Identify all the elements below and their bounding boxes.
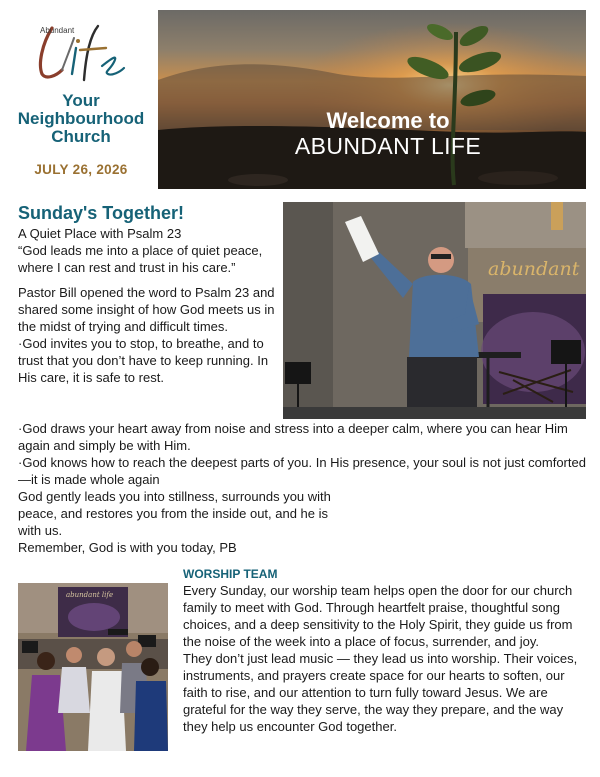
worship-heading: WORSHIP TEAM <box>183 567 278 581</box>
sermon-point-2: ·God draws your heart away from noise and stress into a deeper calm, where you can hear Him again and simply be with Him. <box>18 421 568 453</box>
logo-small-word: Abundant <box>40 26 75 35</box>
tagline-line-1: Your <box>62 91 100 110</box>
tagline-line-3: Church <box>51 127 111 146</box>
welcome-banner <box>158 10 586 189</box>
pastor-preaching-photo <box>283 202 586 419</box>
sermon-point-1: ·God invites you to stop, to breathe, and to trust that you don’t have to keep running. In His care, it is safe to rest. <box>18 336 269 385</box>
church-tagline <box>10 92 152 146</box>
worship-paragraph-1: Every Sunday, our worship team helps open the door for our church family to meet with God. Through heartfelt praise, thoughtful song choices, and a deep sensitivity to the Holy Spirit, they guide us from the noise of the week into a place of focus, surrender, and joy. <box>183 583 573 649</box>
tagline-line-2: Neighbourhood <box>17 109 145 128</box>
pastor-signoff: Remember, God is with you today, PB <box>18 540 237 555</box>
sunday-closing <box>18 488 338 556</box>
sermon-point-3: ·God knows how to reach the deepest parts of you. In His presence, your soul is not just comforted—it is made whole again <box>18 455 586 487</box>
sunday-message-column <box>18 225 280 386</box>
sunrise-seedling-image <box>158 10 586 189</box>
worship-photo-art <box>18 583 168 751</box>
sermon-subtitle: A Quiet Place with Psalm 23 <box>18 226 182 241</box>
church-logo <box>10 10 152 180</box>
sunday-message-wide <box>18 420 588 488</box>
worship-paragraph-2: They don’t just lead music — they lead us into worship. Their voices, instruments, and prayers create space for our hearts to soften, our faith to rise, and our attention to turn fully toward Jesus. We are grateful for the way they serve, the way they prepare, and the way they help us encounter God together. <box>183 651 578 734</box>
hero-welcome-text: Welcome to <box>326 108 450 133</box>
worship-description <box>183 582 588 735</box>
worship-team-photo <box>18 583 168 751</box>
pastor-photo-art <box>283 202 586 419</box>
stage-abundant-sign: abundant <box>488 258 580 280</box>
sermon-intro: Pastor Bill opened the word to Psalm 23 and shared some insight of how God meets us in the midst of trying and difficult times. <box>18 285 275 334</box>
bulletin-date: JULY 26, 2026 <box>34 162 128 177</box>
worship-stage-sign: abundant life <box>66 591 114 599</box>
life-script-logo <box>32 14 132 86</box>
sermon-closing: God gently leads you into stillness, surrounds you with peace, and restores you from the inside out, and he is with us. <box>18 489 331 538</box>
hero-church-name: ABUNDANT LIFE <box>294 133 482 159</box>
sunday-heading: Sunday's Together! <box>18 203 184 223</box>
psalm-quote: “God leads me into a place of quiet peace, where I can rest and trust in his care.” <box>18 243 263 275</box>
